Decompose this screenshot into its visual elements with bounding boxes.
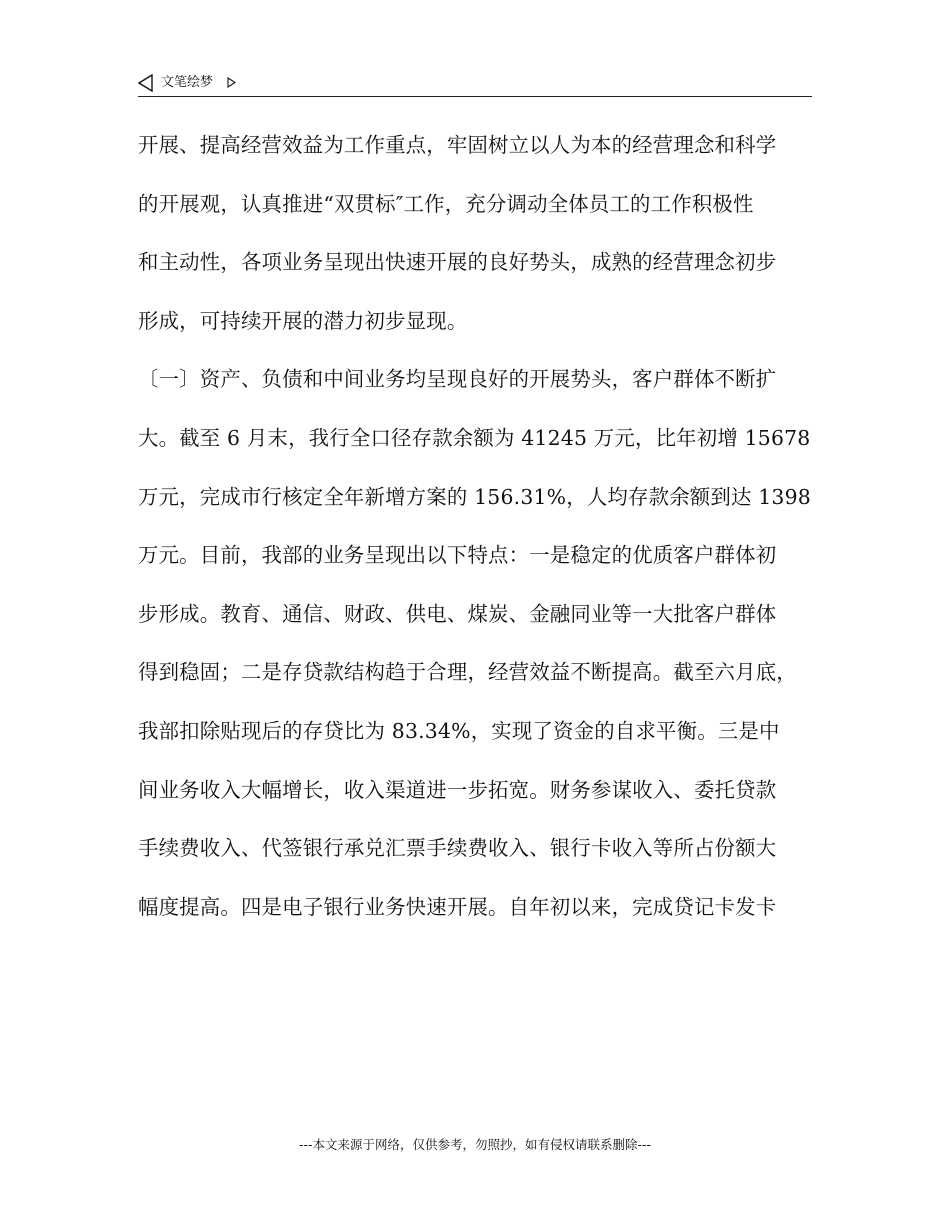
text-line: 我部扣除贴现后的存贷比为 83.34%，实现了资金的自求平衡。三是中 bbox=[138, 718, 780, 743]
right-triangle-icon bbox=[227, 73, 236, 84]
text-line: 步形成。教育、通信、财政、供电、煤炭、金融同业等一大批客户群体 bbox=[138, 601, 777, 626]
text-line: 手续费收入、代签银行承兑汇票手续费收入、银行卡收入等所占份额大 bbox=[138, 836, 777, 861]
header-title: 文笔绘梦 bbox=[161, 75, 214, 90]
left-triangle-icon bbox=[138, 74, 154, 92]
text-line: 万元，完成市行核定全年新增方案的 156.31%，人均存款余额到达 1398 bbox=[138, 484, 811, 509]
text-line: 形成，可持续开展的潜力初步显现。 bbox=[138, 308, 468, 333]
text-line: 〔一〕资产、负债和中间业务均呈现良好的开展势头，客户群体不断扩 bbox=[138, 367, 777, 392]
page-footer: ---本文来源于网络，仅供参考，勿照抄，如有侵权请联系删除--- bbox=[298, 1137, 652, 1152]
text-line: 得到稳固；二是存贷款结构趋于合理，经营效益不断提高。截至六月底， bbox=[138, 660, 797, 685]
text-line: 开展、提高经营效益为工作重点，牢固树立以人为本的经营理念和科学 bbox=[138, 133, 777, 157]
text-line: 万元。目前，我部的业务呈现出以下特点：一是稳定的优质客户群体初 bbox=[138, 543, 777, 568]
text-line: 和主动性，各项业务呈现出快速开展的良好势头，成熟的经营理念初步 bbox=[138, 250, 777, 275]
page-header bbox=[138, 72, 812, 97]
text-line: 间业务收入大幅增长，收入渠道进一步拓宽。财务参谋收入、委托贷款 bbox=[138, 777, 777, 802]
text-line: 的开展观，认真推进“双贯标″工作，充分调动全体员工的工作积极性 bbox=[138, 191, 754, 216]
text-line: 大。截至 6 月末，我行全口径存款余额为 41245 万元，比年初增 15678 bbox=[138, 425, 811, 450]
text-line: 幅度提高。四是电子银行业务快速开展。自年初以来，完成贷记卡发卡 bbox=[138, 894, 777, 919]
body-text bbox=[138, 125, 828, 945]
